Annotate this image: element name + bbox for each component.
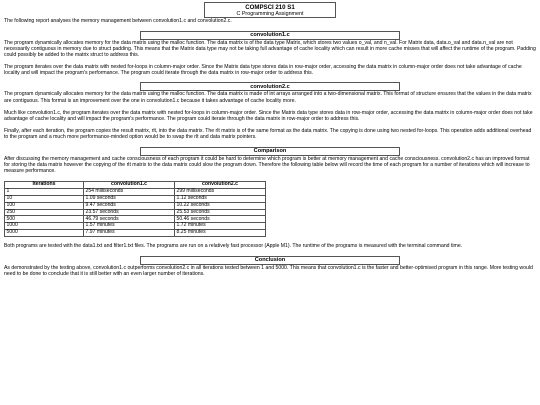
- results-table: [4, 181, 266, 237]
- cell-conv2-time: 1.72 minutes: [175, 223, 266, 230]
- table-row: [5, 209, 266, 216]
- table-header-row: [5, 182, 266, 189]
- title-box: [204, 2, 336, 18]
- cell-conv1-time: 1.57 minutes: [84, 223, 175, 230]
- table-row: [5, 188, 266, 195]
- table-row: [5, 223, 266, 230]
- conv2-paragraph-3: Finally, after each iteration, the program copies the result matrix, rlt, into the data matrix. The rlt matrix is of the same format as the data matrix. The copying is done using two nested for-loops. This operation adds additional overhead to the program and a much more performance-minded option would be to swap the rlt and data matrix pointers.: [4, 128, 532, 141]
- cell-iterations: 5000: [5, 230, 84, 237]
- table-row: [5, 230, 266, 237]
- table-row: [5, 195, 266, 202]
- table-row: [5, 216, 266, 223]
- table-row: [5, 202, 266, 209]
- section-heading-convolution1: convolution1.c: [140, 31, 400, 40]
- cell-conv1-time: 1.09 seconds: [84, 195, 175, 202]
- cell-iterations: 100: [5, 202, 84, 209]
- assignment-subtitle: C Programming Assignment: [236, 10, 304, 17]
- conv1-paragraph-1: The program dynamically allocates memory for the data matrix using the malloc function. The data matrix is of the data type Matrix, which stores two values o_val, and n_val. For Matrix data, data.o_val and data.n_val are not necessarily contiguous in memory due to struct padding. This means that the Matrix data type may not be taking full advantage of cache locality which can result in more cache misses that will affect the runtime of the program. Padding could possibly be added to the matrix struct to address this.: [4, 39, 536, 58]
- cell-conv1-time: 7.97 minutes: [84, 230, 175, 237]
- cell-conv2-time: 50.46 seconds: [175, 216, 266, 223]
- conv1-paragraph-2: The program iterates over the data matrix with nested for-loops in column-major order. Since the Matrix data type stores data in row-major order, accessing the data matrix in column-major order does not take advantage of cache locality and will impact the program's performance. The program could iterate through the data matrix in row-major order to address this.: [4, 64, 522, 77]
- cell-conv2-time: 299 milliseconds: [175, 188, 266, 195]
- cell-conv2-time: 10.22 seconds: [175, 202, 266, 209]
- section-heading-convolution2: convolution2.c: [140, 82, 400, 91]
- report-page: [4, 0, 536, 277]
- cell-conv1-time: 9.47 seconds: [84, 202, 175, 209]
- cell-conv2-time: 25.53 seconds: [175, 209, 266, 216]
- cell-conv1-time: 23.57 seconds: [84, 209, 175, 216]
- cell-iterations: 500: [5, 216, 84, 223]
- cell-iterations: 10: [5, 195, 84, 202]
- section-heading-conclusion: Conclusion: [140, 256, 400, 265]
- col-header-iterations: Iterations: [5, 182, 84, 189]
- course-title: COMPSCI 210 S1: [245, 3, 295, 11]
- spacer: [4, 174, 536, 180]
- col-header-convolution2: convolution2.c: [175, 182, 266, 189]
- comparison-paragraph-1: After discussing the memory management and cache consciousness of each program it could be hard to determine which program is better at memory management and cache consciousness. convolution2.c has an improved format for storing the data matrix however the copying of the rlt matrix to the data matrix could slow the program down. Therefore the following table below will record the time of each program for a number of iterations which will increase to measure performance.: [4, 155, 530, 174]
- cell-iterations: 1000: [5, 223, 84, 230]
- section-heading-comparison: Comparison: [140, 147, 400, 156]
- intro-text: The following report analyses the memory management between convolution1.c and convolution2.c.: [4, 18, 232, 25]
- conclusion-paragraph: As demonstrated by the testing above, convolution1.c outperforms convolution2.c in all iterations tested between 1 and 5000. This means that convolution1.c is the faster and better-optimised program in this range. More testing would need to be done to conclude that it is still better with an even larger number of iterations.: [4, 264, 533, 277]
- comparison-paragraph-2: Both programs are tested with the data1.txt and filter1.txt files. The programs are run on a relatively fast processor (Apple M1). The runtime of the programs is measured with the terminal command time.: [4, 243, 463, 250]
- cell-conv1-time: 254 milliseconds: [84, 188, 175, 195]
- cell-conv2-time: 1.12 seconds: [175, 195, 266, 202]
- cell-conv1-time: 46.79 seconds: [84, 216, 175, 223]
- cell-conv2-time: 8.25 minutes: [175, 230, 266, 237]
- conv2-paragraph-2: Much like convolution1.c, the program iterates over the data matrix with nested for-loops in column-major order. Since the Matrix data type stores data in row-major order, accessing the data matrix in column-major order does not take advantage of cache locality and will impact the program's performance. The program could iterate through the data matrix in row-major order to address this.: [4, 109, 533, 122]
- cell-iterations: 1: [5, 188, 84, 195]
- col-header-convolution1: convolution1.c: [84, 182, 175, 189]
- conv2-paragraph-1: The program dynamically allocates memory for the data matrix using the malloc function. The data matrix is made of int arrays arranged into a two-dimensional matrix. This format of structure ensures that the values in the data matrix are contiguous. This format is an improvement over the one in convolution1.c because it takes advantage of cache locality more.: [4, 91, 532, 104]
- cell-iterations: 250: [5, 209, 84, 216]
